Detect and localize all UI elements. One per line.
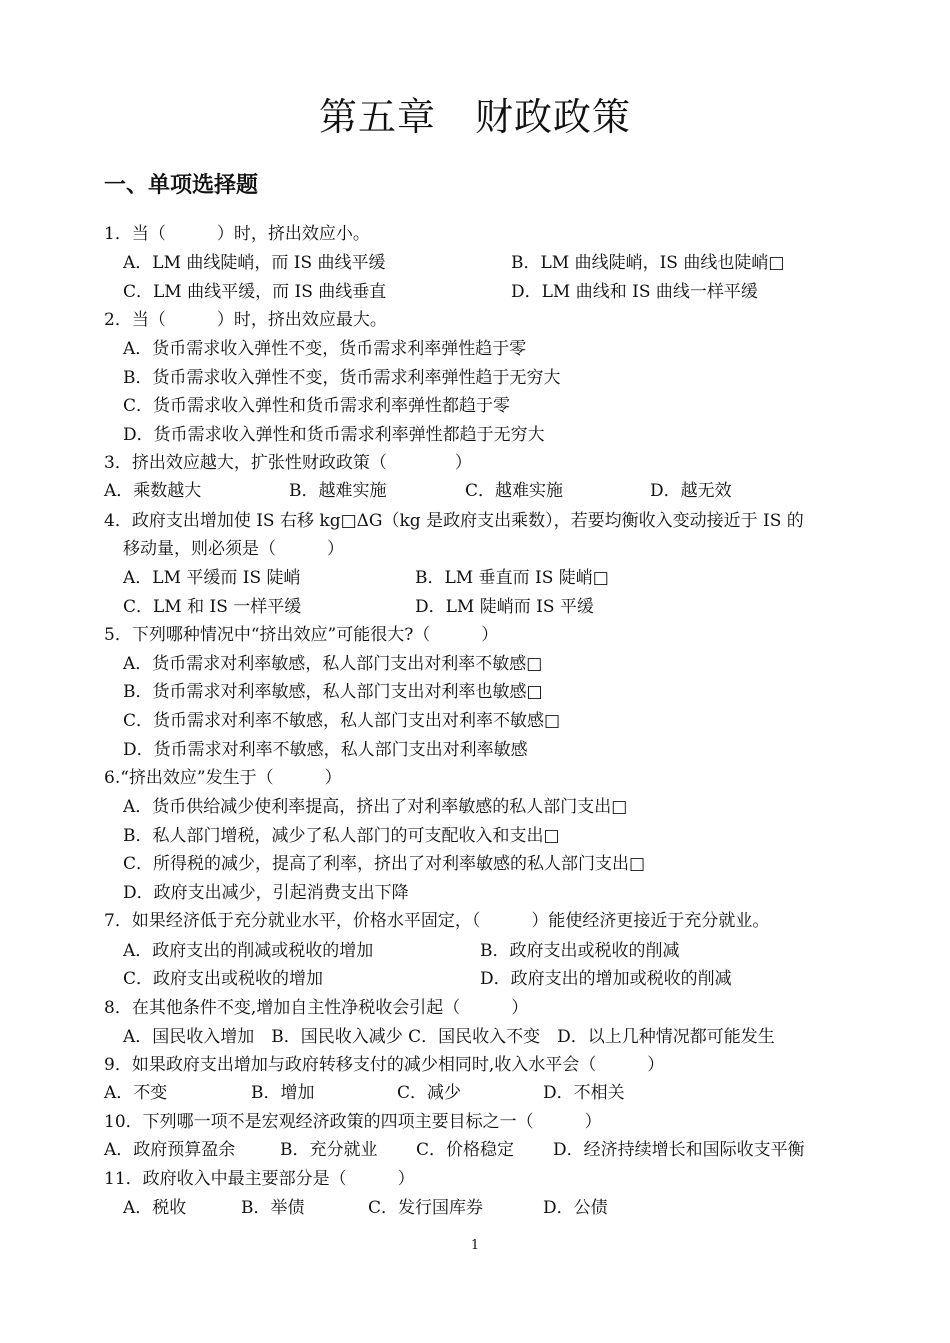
- question-10-option-d: D．经济持续增长和国际收支平衡: [553, 1140, 805, 1160]
- question-1-option-b: B．LM 曲线陡峭，IS 曲线也陡峭□: [511, 253, 785, 273]
- question-11-option-a: A．税收: [123, 1198, 187, 1218]
- question-5-stem: 5．下列哪种情况中“挤出效应”可能很大?（ ）: [104, 625, 499, 645]
- question-6-option-b: B．私人部门增税，减少了私人部门的可支配收入和支出□: [123, 826, 560, 846]
- question-7-option-d: D．政府支出的增加或税收的削减: [480, 969, 732, 989]
- question-9-stem: 9．如果政府支出增加与政府转移支付的减少相同时,收入水平会（ ）: [104, 1055, 665, 1075]
- question-2-option-a: A．货币需求收入弹性不变，货币需求利率弹性趋于零: [123, 339, 527, 359]
- question-2-stem: 2．当（ ）时，挤出效应最大。: [104, 310, 387, 330]
- question-2-option-c: C．货币需求收入弹性和货币需求利率弹性都趋于零: [123, 396, 511, 416]
- question-3-option-a: A．乘数越大: [104, 481, 202, 501]
- question-5-option-d: D．货币需求对利率不敏感，私人部门支出对利率敏感: [123, 740, 528, 760]
- question-4-option-b: B．LM 垂直而 IS 陡峭□: [415, 568, 609, 588]
- section-heading: 一、单项选择题: [104, 173, 259, 198]
- question-7-stem: 7．如果经济低于充分就业水平，价格水平固定，（ ）能使经济更接近于充分就业。: [104, 911, 770, 931]
- question-9-option-c: C．减少: [397, 1083, 462, 1103]
- question-7-option-c: C．政府支出或税收的增加: [123, 969, 324, 989]
- question-4-stem-line-1: 4．政府支出增加使 IS 右移 kg□ΔG（kg 是政府支出乘数），若要均衡收入变动接近于 IS 的: [104, 511, 804, 531]
- question-6-option-a: A．货币供给减少使利率提高，挤出了对利率敏感的私人部门支出□: [123, 797, 628, 817]
- question-9-option-d: D．不相关: [543, 1083, 625, 1103]
- question-6-option-c: C．所得税的减少，提高了利率，挤出了对利率敏感的私人部门支出□: [123, 854, 646, 874]
- question-6-stem: 6.“挤出效应”发生于（ ）: [104, 768, 342, 788]
- question-9-option-b: B．增加: [251, 1083, 315, 1103]
- question-3-stem: 3．挤出效应越大，扩张性财政政策（ ）: [104, 453, 472, 473]
- question-1-option-a: A．LM 曲线陡峭，而 IS 曲线平缓: [123, 253, 386, 273]
- question-11-option-d: D．公债: [543, 1198, 608, 1218]
- question-11-option-b: B．举债: [241, 1198, 305, 1218]
- question-4-option-d: D．LM 陡峭而 IS 平缓: [415, 597, 594, 617]
- question-4-option-a: A．LM 平缓而 IS 陡峭: [123, 568, 301, 588]
- question-5-option-a: A．货币需求对利率敏感，私人部门支出对利率不敏感□: [123, 654, 543, 674]
- question-10-option-b: B．充分就业: [280, 1140, 378, 1160]
- question-10-option-a: A．政府预算盈余: [104, 1140, 236, 1160]
- question-7-option-a: A．政府支出的削减或税收的增加: [123, 941, 374, 961]
- question-8-stem: 8．在其他条件不变,增加自主性净税收会引起（ ）: [104, 998, 529, 1018]
- question-6-option-d: D．政府支出减少，引起消费支出下降: [123, 883, 409, 903]
- question-2-option-b: B．货币需求收入弹性不变，货币需求利率弹性趋于无穷大: [123, 368, 561, 388]
- question-1-option-d: D．LM 曲线和 IS 曲线一样平缓: [511, 282, 758, 302]
- question-10-stem: 10．下列哪一项不是宏观经济政策的四项主要目标之一（ ）: [104, 1112, 602, 1132]
- question-5-option-b: B．货币需求对利率敏感，私人部门支出对利率也敏感□: [123, 682, 543, 702]
- question-1-stem: 1．当（ ）时，挤出效应小。: [104, 224, 370, 244]
- question-11-option-c: C．发行国库券: [368, 1198, 484, 1218]
- question-4-stem-line-2: 移动量，则必须是（ ）: [123, 539, 344, 559]
- question-4-option-c: C．LM 和 IS 一样平缓: [123, 597, 302, 617]
- question-3-option-b: B．越难实施: [289, 481, 387, 501]
- question-2-option-d: D．货币需求收入弹性和货币需求利率弹性都趋于无穷大: [123, 425, 545, 445]
- question-11-stem: 11．政府收入中最主要部分是（ ）: [104, 1169, 415, 1189]
- question-7-option-b: B．政府支出或税收的削减: [480, 941, 680, 961]
- question-1-option-c: C．LM 曲线平缓，而 IS 曲线垂直: [123, 282, 387, 302]
- question-5-option-c: C．货币需求对利率不敏感，私人部门支出对利率不敏感□: [123, 711, 561, 731]
- page-title: 第五章 财政政策: [318, 95, 631, 139]
- question-10-option-c: C．价格稳定: [416, 1140, 515, 1160]
- page-number: 1: [470, 1238, 480, 1253]
- question-8-options: A．国民收入增加 B．国民收入减少 C．国民收入不变 D．以上几种情况都可能发生: [123, 1027, 775, 1047]
- question-9-option-a: A．不变: [104, 1083, 168, 1103]
- question-3-option-c: C．越难实施: [465, 481, 564, 501]
- question-3-option-d: D．越无效: [650, 481, 732, 501]
